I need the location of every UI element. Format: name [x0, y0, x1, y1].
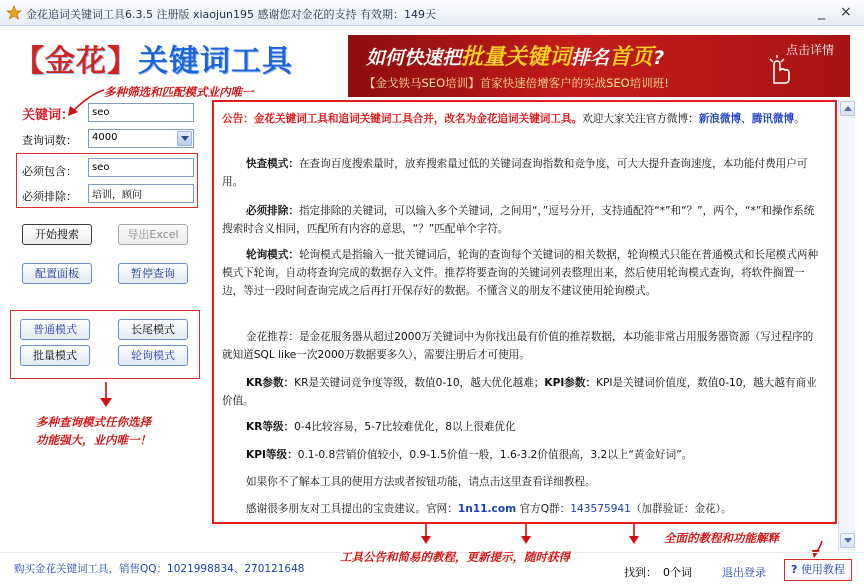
- filter-annotation: 多种筛选和匹配模式业内唯一: [104, 85, 254, 99]
- long-tail-mode-button[interactable]: 长尾模式: [118, 319, 188, 340]
- tutorial-link-text[interactable]: 如果你不了解本工具的使用方法或者按钮功能，请点击这里查看详细教程。: [246, 476, 596, 488]
- include-label: 必须包含：: [22, 165, 77, 178]
- found-label: 找到：: [624, 566, 657, 579]
- keyword-input[interactable]: [88, 103, 194, 122]
- notice-recommend: [222, 328, 822, 364]
- count-select[interactable]: [88, 129, 194, 148]
- modes-annotation-line1: 多种查询模式任你选择: [36, 415, 151, 429]
- qq-group-number: 143575941: [570, 503, 631, 515]
- logo-bracket-left: 【: [14, 44, 45, 79]
- bottom-annotation: 工具公告和简易的教程，更新提示，随时获得: [340, 550, 570, 564]
- tutorial-button[interactable]: [784, 559, 852, 581]
- tencent-weibo-link[interactable]: 腾讯微博: [751, 113, 795, 125]
- notice-rotation: [222, 246, 822, 300]
- logo-brand: 金花: [45, 44, 107, 79]
- found-counter: [624, 564, 692, 580]
- notice-thanks: [222, 500, 822, 518]
- exclude-input[interactable]: [88, 184, 194, 203]
- chevron-up-icon: [844, 106, 852, 112]
- keyword-label: 关键词：: [22, 108, 75, 123]
- window-title: 金花追词关键词工具6.3.5 注册版 xiaojun195 感谢您对金花的支持 有效期：149天: [26, 8, 437, 21]
- notice-announcement: [222, 110, 822, 128]
- count-label: 查询词数：: [22, 134, 77, 147]
- rotation-mode-button[interactable]: 轮询模式: [118, 345, 188, 366]
- kr-level-label: KR等级：: [246, 421, 295, 433]
- scroll-down-button[interactable]: [840, 533, 855, 548]
- logo-bracket-right: 】: [107, 44, 138, 79]
- bottom-arrow-2: [520, 524, 532, 546]
- modes-annotation-line2: 功能强大，业内唯一！: [36, 433, 151, 447]
- help-icon: ?: [791, 563, 798, 576]
- title-bar: [0, 0, 864, 26]
- found-count: 0个词: [663, 566, 692, 579]
- kr-param-label: KR参数：: [246, 377, 295, 389]
- purchase-info: 购买金花关键词工具，销售QQ：1021998834、270121648: [14, 563, 305, 575]
- quick-mode-label: 快查模式：: [246, 158, 299, 170]
- exclude-help-label: 必须排除：: [246, 205, 299, 217]
- count-select-value: 4000: [92, 132, 118, 143]
- pause-query-button[interactable]: 暂停查询: [118, 263, 188, 284]
- qq-group-label: 官方Q群：: [516, 503, 571, 515]
- bottom-arrow-1: [420, 524, 432, 546]
- tutorial-annotation-arrow: [810, 540, 826, 560]
- thanks-end: （加群验证：金花）。: [630, 503, 732, 515]
- close-button[interactable]: ×: [840, 4, 852, 20]
- exclude-label: 必须排除：: [22, 190, 77, 203]
- notice-kpi-level: [222, 446, 822, 464]
- notice-quick-mode: [222, 155, 822, 191]
- banner-title: [366, 40, 664, 71]
- notice-scrollbar[interactable]: [838, 100, 855, 551]
- include-input[interactable]: [88, 158, 194, 177]
- notice-kr-kpi: [222, 374, 822, 410]
- quick-mode-text: 在查询百度搜索量时，放弃搜索量过低的关键词查询指数和竞争度，可大大提升查询速度，本功能付费用户可用。: [222, 158, 808, 188]
- recommend-text: 金花推荐：是金花服务器从超过2000万关键词中为你找出最有价值的推荐数据，本功能非常占用服务器资源（写过程序的就知道SQL like一次2000万数据要多久），需要注册后才可使用。: [222, 331, 814, 361]
- kr-param-text: KR是关键词竞争度等级，数值0-10，越大优化越难；: [294, 377, 545, 389]
- official-site-link[interactable]: 1n11.com: [457, 503, 517, 515]
- tutorial-label: 使用教程: [800, 563, 845, 576]
- kpi-param-text: KPI是关键词价值度，数值0-10，越大越有商业价值。: [222, 377, 817, 407]
- notice-kr-level: [222, 418, 822, 436]
- bottom-arrow-3: [628, 524, 640, 546]
- exclude-help-text: 指定排除的关键词，可以输入多个关键词，之间用“，”逗号分开，支持通配符“*”和“？”，两个，“*”和操作系统搜索时含义相同，匹配所有内容的意思，“？”匹配单个字符。: [222, 205, 815, 235]
- banner-title-prefix: 如何快速把: [366, 47, 462, 69]
- pointer-hand-icon: [764, 53, 794, 85]
- promo-banner[interactable]: [348, 35, 850, 97]
- thanks-text: 感谢很多朋友对工具提出的宝贵建议。官网：: [246, 503, 458, 515]
- config-panel-button[interactable]: 配置面板: [22, 263, 92, 284]
- rotation-help-text: 轮询模式是指输入一批关键词后，轮询的查询每个关键词的相关数据，轮询模式只能在普通模式和长尾模式两种模式下轮询，自动将查询完成的数据存入文件。推荐将要查询的关键词列表整理出来，然后使用轮询模式查询，将软件搁置一边，等过一段时间查询完成之后再打开保存好的数据。不懂含义的朋友不建议使用轮询模式。: [222, 249, 819, 297]
- banner-title-middle: 排名: [571, 47, 610, 69]
- logo-name: 关键词工具: [138, 44, 293, 79]
- chevron-down-icon[interactable]: [177, 131, 192, 146]
- sina-weibo-link[interactable]: 新浪微博: [698, 113, 742, 125]
- announcement-text: 欢迎大家关注官方微博：: [582, 113, 699, 125]
- kr-level-text: 0-4比较容易，5-7比较难优化，8以上很难优化: [294, 421, 516, 433]
- kpi-level-label: KPI等级：: [246, 449, 298, 461]
- notice-tutorial-link[interactable]: [222, 473, 822, 491]
- minimize-button[interactable]: _: [818, 4, 825, 20]
- modes-annotation-arrow: [98, 380, 114, 410]
- banner-title-highlight1: 批量关键词: [461, 45, 572, 70]
- notice-exclude: [222, 202, 822, 238]
- logout-link[interactable]: 退出登录: [722, 566, 766, 579]
- banner-click-details[interactable]: 点击详情: [785, 43, 834, 57]
- notice-panel[interactable]: [212, 100, 837, 524]
- kpi-param-label: KPI参数：: [544, 377, 597, 389]
- normal-mode-button[interactable]: 普通模式: [20, 319, 90, 340]
- scroll-up-button[interactable]: [840, 101, 855, 116]
- banner-title-suffix: ?: [653, 47, 665, 69]
- app-logo: [14, 36, 293, 80]
- start-search-button[interactable]: 开始搜索: [22, 224, 92, 245]
- announcement-end: 。: [794, 113, 805, 125]
- banner-title-highlight2: 首页: [609, 45, 654, 70]
- export-excel-button[interactable]: 导出Excel: [118, 224, 188, 245]
- batch-mode-button[interactable]: 批量模式: [20, 345, 90, 366]
- banner-subtitle: 【金戈铁马SEO培训】首家快速倍增客户的实战SEO培训班!: [364, 76, 669, 90]
- announcement-label: 公告：: [222, 113, 254, 125]
- rotation-help-label: 轮询模式：: [246, 249, 299, 261]
- announcement-red-text: 金花关键词工具和追词关键词工具合并，改名为金花追词关键词工具。: [253, 113, 583, 125]
- chevron-down-icon: [844, 538, 852, 544]
- kpi-level-text: 0.1-0.8营销价值较小，0.9-1.5价值一般，1.6-3.2价值很高，3.2以上“黄金好词”。: [297, 449, 693, 461]
- tutorial-annotation: 全面的教程和功能解释: [664, 531, 779, 545]
- app-icon: [6, 5, 22, 21]
- announcement-sep: 、: [741, 113, 752, 125]
